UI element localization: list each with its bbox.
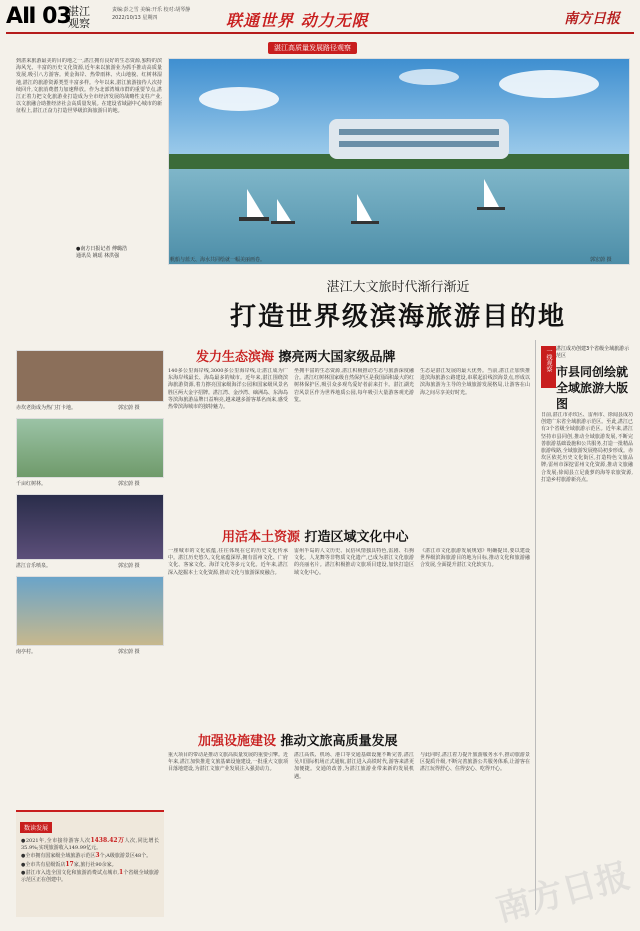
- section-name: [68, 6, 90, 30]
- data-item: [21, 861, 159, 869]
- section1-text-c: 生态是湛江发展的最大优势。当前,湛江正加快推进滨海旅游公路建设,串联起沿线滨海景点,形成以滨海旅游为主导的全域旅游发展格局,让游客在山海之间尽享美好时光。: [420, 368, 530, 396]
- section2-col-c: [420, 548, 530, 718]
- editor-meta: [112, 6, 202, 22]
- section1-text-a: 140多公里海岸线,3000多公里海岸线,让湛江成为广东海岸线最长、海岛最多的城市。近年来,湛江围绕滨海旅游资源,着力擦亮国家级海洋公园和国家级风景名胜区两大金字招牌。湛江湾、金沙湾、硇洲岛、东海岛等滨海旅游品牌日益响亮,越来越多游客慕名而来,感受热带滨海城市的独特魅力。: [168, 368, 288, 411]
- photo-caption-2: 千亩红树林。: [16, 481, 47, 487]
- section1-col-b: [294, 368, 414, 498]
- data-item-prefix: ●全市拥有国家级全域旅游示范区: [21, 853, 96, 860]
- lead-text: 到湛来旅游最美的目的地之一,湛江拥有良好的生态资源,独特的滨海风光、丰富的历史文化资源,近年来以旅游业为抓手推动高质量发展,吸引八方游客。黄金海岸、热带雨林、火山地貌、红树林湿地,湛江的旅游资源类型丰富多样。今年以来,湛江旅游接待人次持续回升,文旅消费潜力加速释放。作为北部湾城市群的重要节点,湛江正着力把文化旅游业打造成为全市经济发展的战略性支柱产业,以文旅融合助推经济社会高质量发展。在建设省域副中心城市的新征程上,湛江正奋力打造世界级滨海旅游目的地。: [16, 58, 162, 115]
- sidebar-divider: [535, 340, 536, 910]
- photo-credit-2: 郭宏蔚 摄: [118, 481, 140, 487]
- newspaper-logo: 南方日报: [564, 11, 620, 27]
- section-name-line2: 观察: [68, 17, 90, 30]
- section3-col-b: [294, 752, 414, 912]
- section3-text-b: 湛江高铁、机场、港口等交通基础设施不断完善,湛江吴川国际机场正式通航,湛江进入高铁时代,游客来湛更加便捷。交通的改善,为湛江旅游业带来新的发展机遇。: [294, 752, 414, 780]
- data-item: [21, 837, 159, 852]
- photo-caption-3: 湛江音乐喷泉。: [16, 563, 52, 569]
- section3-heading: [198, 730, 398, 749]
- sidebar-headline: 市县同创绘就全域旅游大版图: [556, 365, 629, 411]
- sidebar-text: [541, 412, 633, 882]
- section2-title-black: 打造区域文化中心: [304, 530, 409, 545]
- data-item-prefix: ●全市共有星级饭店: [21, 861, 66, 868]
- section2-col-b: [294, 548, 414, 718]
- section1-col-a: [168, 368, 288, 498]
- hero-credit: 郭宏蔚 摄: [590, 257, 612, 263]
- photo-chikan-street: [16, 350, 164, 402]
- section1-text-b: 坐拥丰富的生态资源,湛江积极推动生态与旅游深度融合。湛江红树林国家级自然保护区是我国面积最大的红树林保护区,吸引众多观鸟爱好者前来打卡。湛江湖光岩风景区作为世界地质公园,每年吸引大量游客观光游览。: [294, 368, 414, 403]
- section1-title-red: 发力生态滨海: [196, 350, 275, 365]
- data-item-number: 1: [119, 868, 124, 876]
- data-item-suffix: 人次,同比增长35.9%;实现旅游收入149.99亿元。: [21, 838, 160, 852]
- data-item-number: 17: [65, 860, 74, 868]
- issue-date: 2022/10/13 星期四: [112, 15, 158, 21]
- kicker: 湛江大文旅时代渐行渐近: [326, 280, 470, 295]
- data-item: [21, 869, 159, 884]
- data-item-suffix: 个省级全域旅游示范区正在创建中。: [21, 869, 159, 884]
- section2-col-a: [168, 548, 288, 718]
- section3-col-a: [168, 752, 288, 912]
- data-item-prefix: ●湛江市入选全国文化和旅游消费试点城市,: [21, 869, 120, 876]
- hero-photo: [168, 58, 630, 265]
- photo-fountain: [16, 494, 164, 560]
- section3-text-a: 重大项目的带动是推动文旅高质量发展的重要引擎。近年来,湛江加快推进文旅基础设施建设,一批重大文旅项目落地建设,为湛江文旅产业发展注入强劲动力。: [168, 752, 288, 773]
- section2-text-c: 《湛江市文化旅游发展规划》明确提出,要以建设世界级滨海旅游目的地为目标,推动文化和旅游融合发展,全面提升湛江文化软实力。: [420, 548, 530, 569]
- section3-text-c: 与此同时,湛江着力提升旅游服务水平,推动旅游景区提质升级,不断完善旅游公共服务体系,让游客在湛江玩得舒心、住得安心、吃得开心。: [420, 752, 530, 773]
- section1-heading: [196, 346, 396, 365]
- sidebar-lead: 湛江成功创建3个省级全域旅游示范区: [556, 346, 630, 359]
- section2-text-b: 雷州半岛的人文历史、民俗风情独具特色,雷剧、石狗文化、人龙舞等非物质文化遗产,已成为湛江文化旅游的亮丽名片。湛江积极推动文旅项目建设,加快打造区域文化中心。: [294, 548, 414, 576]
- data-item-prefix: ●2021年,全市接待游客人次: [21, 838, 91, 844]
- section2-text-a: 一座城市的文化底蕴,往往体现在它的历史文化传承中。湛江历史悠久,文化底蕴深厚,拥有雷州文化、广府文化、客家文化、海洋文化等多元文化。近年来,湛江深入挖掘本土文化资源,推动文化与旅游深度融合。: [168, 548, 288, 576]
- data-item-number: 1438.42万: [90, 837, 125, 844]
- campaign-slogan: 联通世界 动力无限: [226, 11, 369, 30]
- photo-caption-4: 南亭村。: [16, 649, 37, 655]
- photo-nanting-village: [16, 576, 164, 646]
- sidebar-tag: 一线观察: [541, 346, 556, 388]
- data-box-list: [16, 837, 164, 925]
- hero-photo-illustration: [169, 59, 629, 264]
- photo-credit-4: 郭宏蔚 摄: [118, 649, 140, 655]
- data-item-number: 3: [95, 852, 100, 860]
- editor-credits: 责编:彭之雪 美编:开乐 校对:胡琴静: [112, 7, 191, 13]
- section2-title-red: 用活本土资源: [222, 530, 301, 545]
- newspaper-watermark: 南方日报: [492, 855, 634, 930]
- sidebar-body: 日前,湛江市赤坎区、雷州市、徐闻县成功创建广东省全域旅游示范区。至此,湛江已有3个省级全域旅游示范区。近年来,湛江坚持市县同创,推动全域旅游发展,不断完善旅游基础设施和公共服务,打造一批精品旅游线路,全域旅游发展格局初步形成。赤坎区依托历史文化街区,打造特色文旅品牌;雷州市深挖雷州文化资源,推动文旅融合发展;徐闻县立足菠萝的海等农旅资源,打造乡村旅游新亮点。: [541, 412, 633, 483]
- data-item: [21, 852, 159, 860]
- hero-caption: 帆船与蓝天、海水共同绘就一幅美丽画卷。: [170, 257, 266, 263]
- headline: 打造世界级滨海旅游目的地: [229, 302, 566, 332]
- lead-byline: ●南方日报记者 傅璐浩 通讯员 姚瑶 林洪强: [76, 246, 127, 259]
- data-item-suffix: 个;A级旅游景区48个。: [99, 853, 152, 860]
- campaign-banner: 湛江高质量发展路径观察: [268, 42, 357, 54]
- lead-column: [16, 58, 162, 242]
- data-box-tag: 数读发展: [20, 822, 52, 833]
- section3-title-red: 加强设施建设: [198, 734, 277, 749]
- section1-col-c: [420, 368, 530, 498]
- header-rule: [6, 32, 634, 34]
- photo-caption-1: 赤坎老街成为热门打卡地。: [16, 405, 77, 411]
- photo-mangrove: [16, 418, 164, 478]
- section2-heading: [222, 526, 409, 545]
- section1-title-black: 擦亮两大国家级品牌: [278, 350, 396, 365]
- photo-credit-1: 郭宏蔚 摄: [118, 405, 140, 411]
- page-number: AⅡ 03: [6, 4, 71, 29]
- section3-title-black: 推动文旅高质量发展: [280, 734, 398, 749]
- data-item-suffix: 家,旅行社90余家。: [73, 861, 117, 868]
- photo-credit-3: 郭宏蔚 摄: [118, 563, 140, 569]
- section-name-line1: 湛江: [68, 5, 90, 18]
- data-box: [16, 810, 164, 917]
